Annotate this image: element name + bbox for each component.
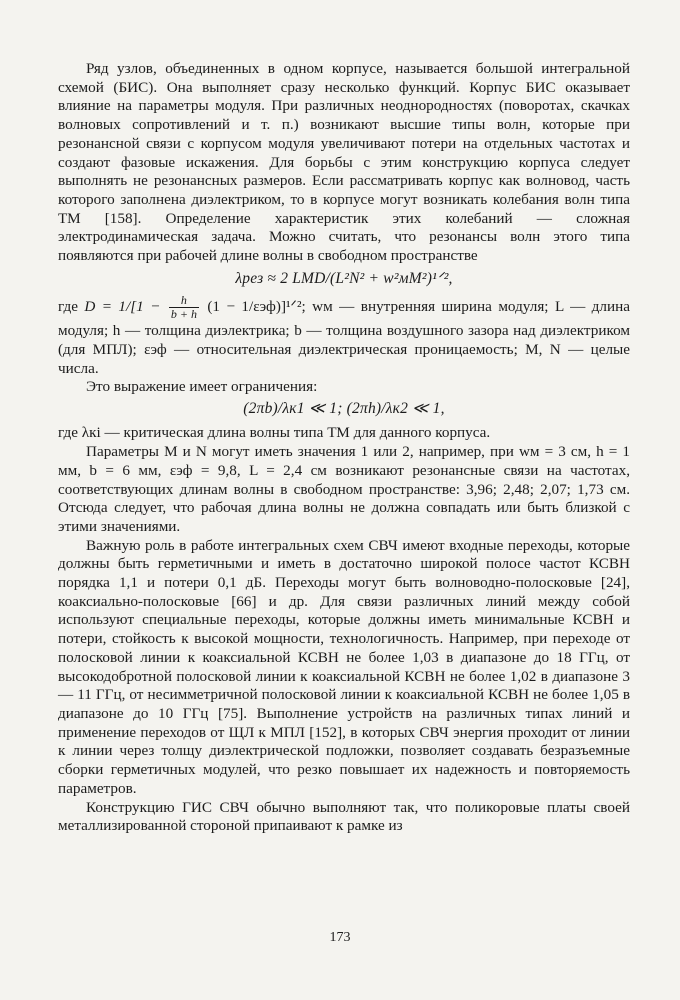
fraction-h-over-bh	[169, 294, 199, 321]
paragraph-intro: Ряд узлов, объединенных в одном корпусе, называется большой интегральной схемой (БИС). Она выполняет сразу несколько функций. Корпус БИС оказывает влияние на параметры модуля. При различных неоднородностях (поворотах, скачках волновых сопротивлений и т. п.) возникают высшие типы волн, которые при резонансной связи с корпусом модуля увеличивают потери на отдельных частотах и создают фазовые искажения. Для борьбы с этим конструкцию корпуса следует выполнять не резонансных размеров. Если рассматривать корпус как волновод, часть которого заполнена диэлектриком, то в корпусе могут возникать колебания волн типа ТМ [158]. Определение характеристик этих колебаний — сложная электродинамическая задача. Можно считать, что резонансы волн этого типа появляются при рабочей длине волны в свободном пространстве	[58, 60, 630, 265]
paragraph-parameters: Параметры M и N могут иметь значения 1 или 2, например, при wм = 3 см, h = 1 мм, b = 6 мм, εэф = 9,8, L = 2,4 см возникают резонансные связи на частотах, соответствующих длинам волны в свободном пространстве: 3,96; 2,48; 2,07; 1,73 см. Отсюда следует, что рабочая длина волны не должна совпадать или быть близкой с этими значениями.	[58, 443, 630, 535]
definition-d: D = 1/[1 −	[84, 297, 161, 315]
limits-formula: (2πb)/λк1 ≪ 1; (2πh)/λк2 ≪ 1,	[243, 400, 445, 418]
paragraph-critical-wavelength: где λкi — критическая длина волны типа ТМ для данного корпуса.	[58, 424, 491, 442]
formula-definitions	[58, 294, 630, 378]
paragraph-construction: Конструкцию ГИС СВЧ обычно выполняют так, что поликоровые платы своей металлизированной стороной припаивают к рамке из	[58, 798, 630, 835]
definitions-lead: где	[58, 297, 78, 315]
paragraph-transitions: Важную роль в работе интегральных схем СВЧ имеют входные переходы, которые должны быть герметичными и иметь в достаточно широкой полосе частот КСВН порядка 1,1 и потери 0,1 дБ. Переходы могут быть волноводно-полосковые [24], коаксиально-полосковые [66] и др. Для связи различных линий между собой используют специальные переходы, которые должны иметь минимальные КСВН и потери, стойкость к высокой мощности, технологичность. Например, при переходе от полосковой линии к коаксиальной КСВН не более 1,03 в диапазоне до 18 ГГц, от высокодобротной полосковой линии к коаксиальной КСВН не более 1,02 в диапазоне 3 — 11 ГГц, от несимметричной полосковой линии к коаксиальной КСВН не более 1,05 в диапазоне до 10 ГГц [75]. Выполнение устройств на различных типах линий и применение переходов от ЩЛ к МПЛ [152], в которых СВЧ энергия проходит от линии к линии через толщу диэлектрической подложки, позволяет создавать безразъемные сборки герметичных модулей, что резко повышает их надежность и повторяемость параметров.	[58, 536, 630, 797]
fraction-denominator: b + h	[170, 306, 197, 321]
page-number: 173	[329, 930, 351, 945]
fraction-numerator: h	[180, 292, 187, 307]
definitions-rest: (1 − 1/εэф)]¹ᐟ²; wм — внутренняя ширина модуля; L — длина модуля; h — толщина диэлектрика; b — толщина воздушного зазора над диэлектриком (для МПЛ); εэф — относительная диэлектрическая проницаемость; M, N — целые числа.	[58, 297, 630, 377]
resonance-formula: λрез ≈ 2 LMD/(L²N² + w²мM²)¹ᐟ²,	[235, 269, 453, 287]
paragraph-limits: Это выражение имеет ограничения:	[86, 377, 318, 395]
